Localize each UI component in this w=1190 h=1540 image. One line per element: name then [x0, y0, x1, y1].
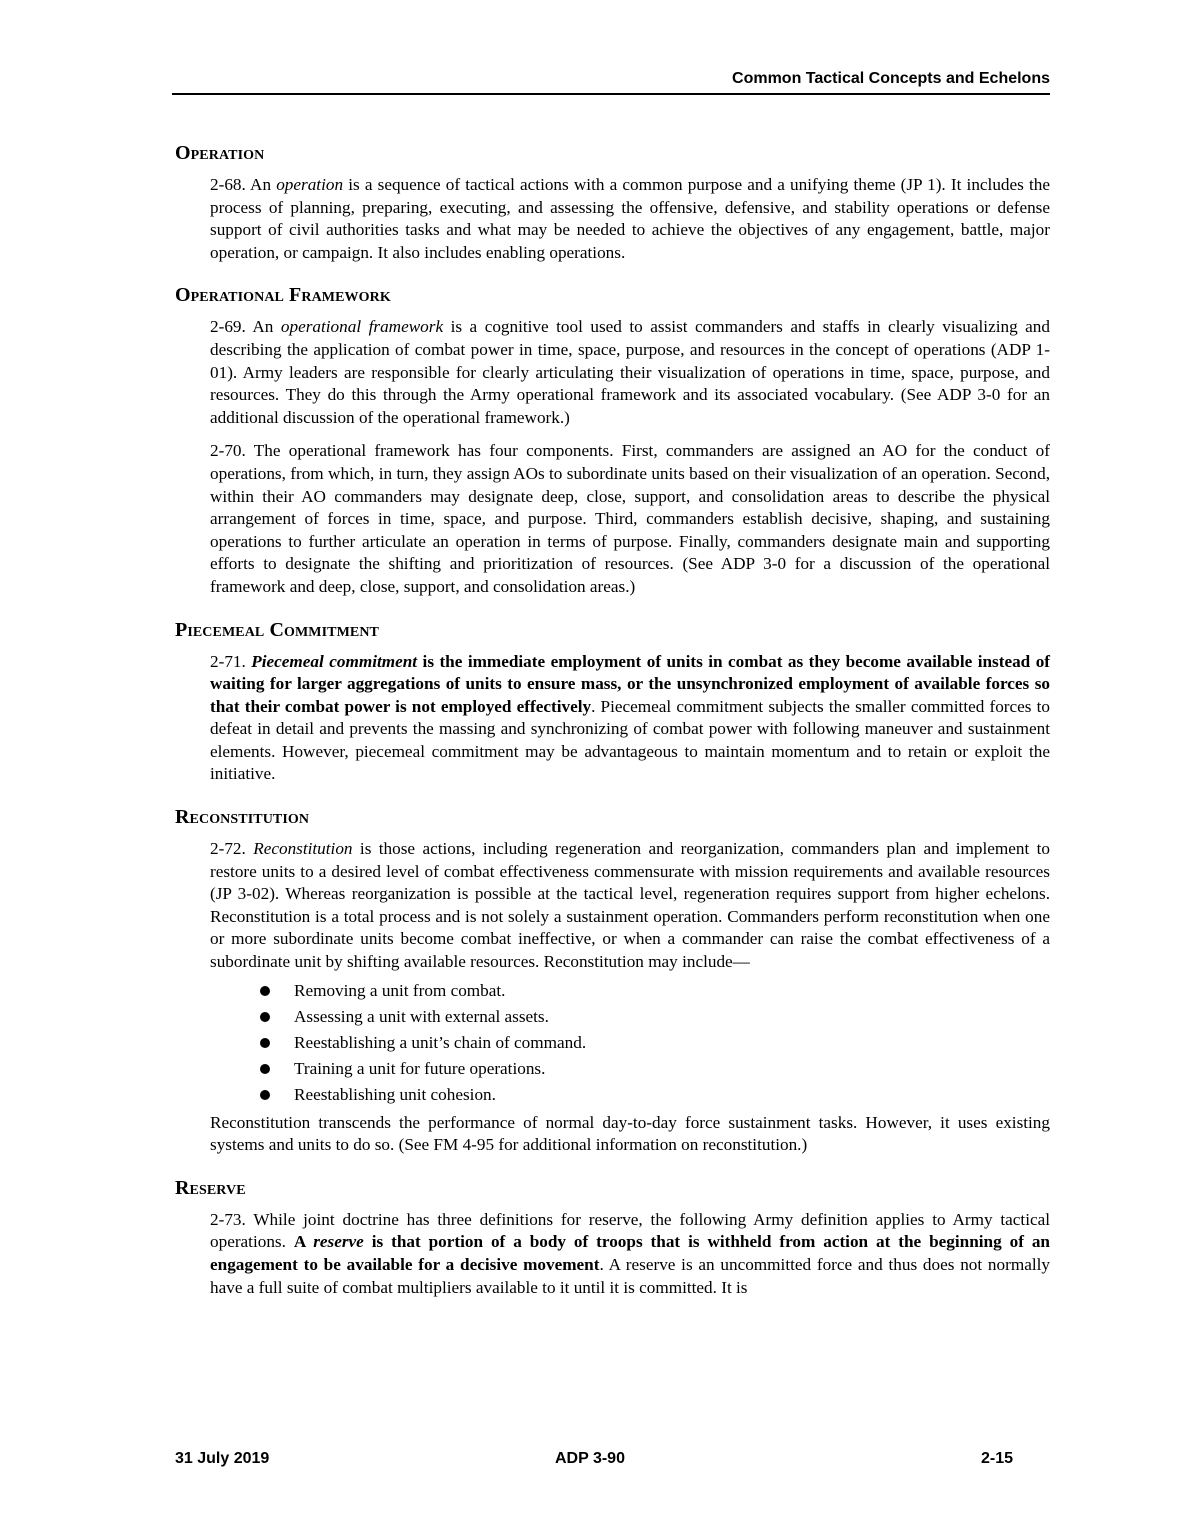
paragraph-reconstitution-continued: Reconstitution transcends the performance of normal day-to-day force sustainment tasks. However, it uses existing systems and units to do so. (See FM 4-95 for additional information on reconstitution.): [210, 1112, 1050, 1155]
paragraph-number: 2-68.: [210, 175, 246, 194]
bullet-icon: [260, 1012, 270, 1022]
paragraph-number: 2-69.: [210, 317, 246, 337]
paragraph-2-68: [210, 174, 1050, 264]
list-item: [210, 1082, 1050, 1108]
paragraph-2-69: [210, 316, 1050, 429]
paragraph-text: An: [245, 317, 281, 337]
bullet-icon: [260, 986, 270, 996]
defined-term: reserve: [313, 1232, 364, 1252]
footer-publication: ADP 3-90: [555, 1450, 625, 1467]
section-heading-reserve: Reserve: [175, 1176, 246, 1199]
list-item: [210, 1004, 1050, 1030]
section-heading-reconstitution: Reconstitution: [175, 806, 310, 829]
paragraph-text: is a sequence of tactical actions with a common purpose and a unifying theme (JP 1). It includes the process of planning, preparing, executing, and assessing the offensive, defensive, and stability operations or defense support of civil authorities tasks and what may be needed to achieve the objectives of any engagement, battle, major operation, or campaign. It also includes enabling operations.: [210, 175, 1050, 262]
bullet-list: [210, 978, 1050, 1108]
defined-term: Reconstitution: [253, 839, 353, 859]
list-item-text: Reestablishing a unit’s chain of command.: [294, 1032, 587, 1052]
header-rule: [172, 93, 1050, 95]
bullet-icon: [260, 1038, 270, 1048]
paragraph-text: . Piecemeal commitment subjects the smaller committed forces to defeat in detail and prevents the massing and synchronizing of combat power with following maneuver and sustainment elements. However, piecemeal commitment may be advantageous to maintain momentum and to retain or exploit the initiative.: [210, 696, 1051, 784]
footer-date: 31 July 2019: [175, 1450, 270, 1467]
paragraph-text: The operational framework has four components. First, commanders are assigned an AO for the conduct of operations, from which, in turn, they assign AOs to subordinate units based on their visualization of an operation. Second, within their AO commanders may designate deep, close, support, and consolidation areas to describe the physical arrangement of forces in time, space, and purpose. Third, commanders establish decisive, shaping, and sustaining operations to further articulate an operation in terms of purpose. Finally, commanders designate main and supporting efforts to designate the shifting and prioritization of resources. (See ADP 3-0 for a discussion of the operational framework and deep, close, support, and consolidation areas.): [210, 441, 1050, 596]
definition-text: is the immediate employment of units in combat as they become available instead of waiting for larger aggregations of units to ensure mass, or the unsynchronized employment of available forces so that their combat power is not employed effectively: [210, 651, 1051, 716]
running-header: Common Tactical Concepts and Echelons: [732, 70, 1050, 87]
list-item-text: Assessing a unit with external assets.: [294, 1006, 549, 1026]
paragraph-number: 2-72.: [210, 839, 246, 859]
definition-text: A: [293, 1232, 314, 1252]
paragraph-number: 2-73.: [210, 1209, 246, 1229]
list-item: [210, 1056, 1050, 1082]
list-item: [210, 978, 1050, 1004]
paragraph-number: 2-71.: [210, 651, 246, 671]
definition-text: is that portion of a body of troops that is withheld from action at the beginning of an engagement to be available for a decisive movement: [210, 1232, 1050, 1274]
list-item: [210, 1030, 1050, 1056]
footer-page-number: 2-15: [981, 1450, 1014, 1467]
list-item-text: Training a unit for future operations.: [294, 1058, 546, 1078]
defined-term: Piecemeal commitment: [251, 651, 418, 671]
paragraph-text: . A reserve is an uncommitted force and thus does not normally have a full suite of combat multipliers available to it until it is committed. It is: [210, 1255, 1050, 1297]
bullet-icon: [260, 1064, 270, 1074]
list-item-text: Reestablishing unit cohesion.: [294, 1084, 496, 1104]
body-column: [175, 140, 1050, 1299]
paragraph-text: is a cognitive tool used to assist commanders and staffs in clearly visualizing and describing the application of combat power in time, space, purpose, and resources in the concept of operations (ADP 1-01). Army leaders are responsible for clearly articulating their visualization of operations in time, space, purpose, and resources. They do this through the Army operational framework and its associated vocabulary. (See ADP 3-0 for an additional discussion of the operational framework.): [210, 317, 1050, 427]
paragraph-2-70: [210, 440, 1050, 598]
paragraph-text: is those actions, including regeneration and reorganization, commanders plan and implement to restore units to a desired level of combat effectiveness commensurate with mission requirements and available resources (JP 3-02). Whereas reorganization is possible at the tactical level, regeneration requires support from higher echelons. Reconstitution is a total process and is not solely a sustainment operation. Commanders perform reconstitution when one or more subordinate units become combat ineffective, or when a commander can raise the combat effectiveness of a subordinate unit by shifting available resources. Reconstitution may include—: [210, 839, 1050, 972]
defined-term: operational framework: [280, 317, 444, 337]
bullet-icon: [260, 1090, 270, 1100]
paragraph-2-73: [210, 1209, 1050, 1299]
defined-term: operation: [276, 175, 344, 194]
paragraph-number: 2-70.: [210, 441, 246, 461]
section-heading-operational-framework: Operational Framework: [175, 284, 391, 307]
paragraph-2-71: [210, 651, 1050, 787]
paragraph-text: While joint doctrine has three definitions for reserve, the following Army definition applies to Army tactical operations.: [210, 1209, 1050, 1252]
section-heading-operation: Operation: [175, 142, 265, 164]
list-item-text: Removing a unit from combat.: [294, 980, 506, 1000]
paragraph-text: An: [245, 175, 277, 194]
section-heading-piecemeal-commitment: Piecemeal Commitment: [175, 618, 379, 641]
paragraph-2-72: [210, 838, 1050, 974]
